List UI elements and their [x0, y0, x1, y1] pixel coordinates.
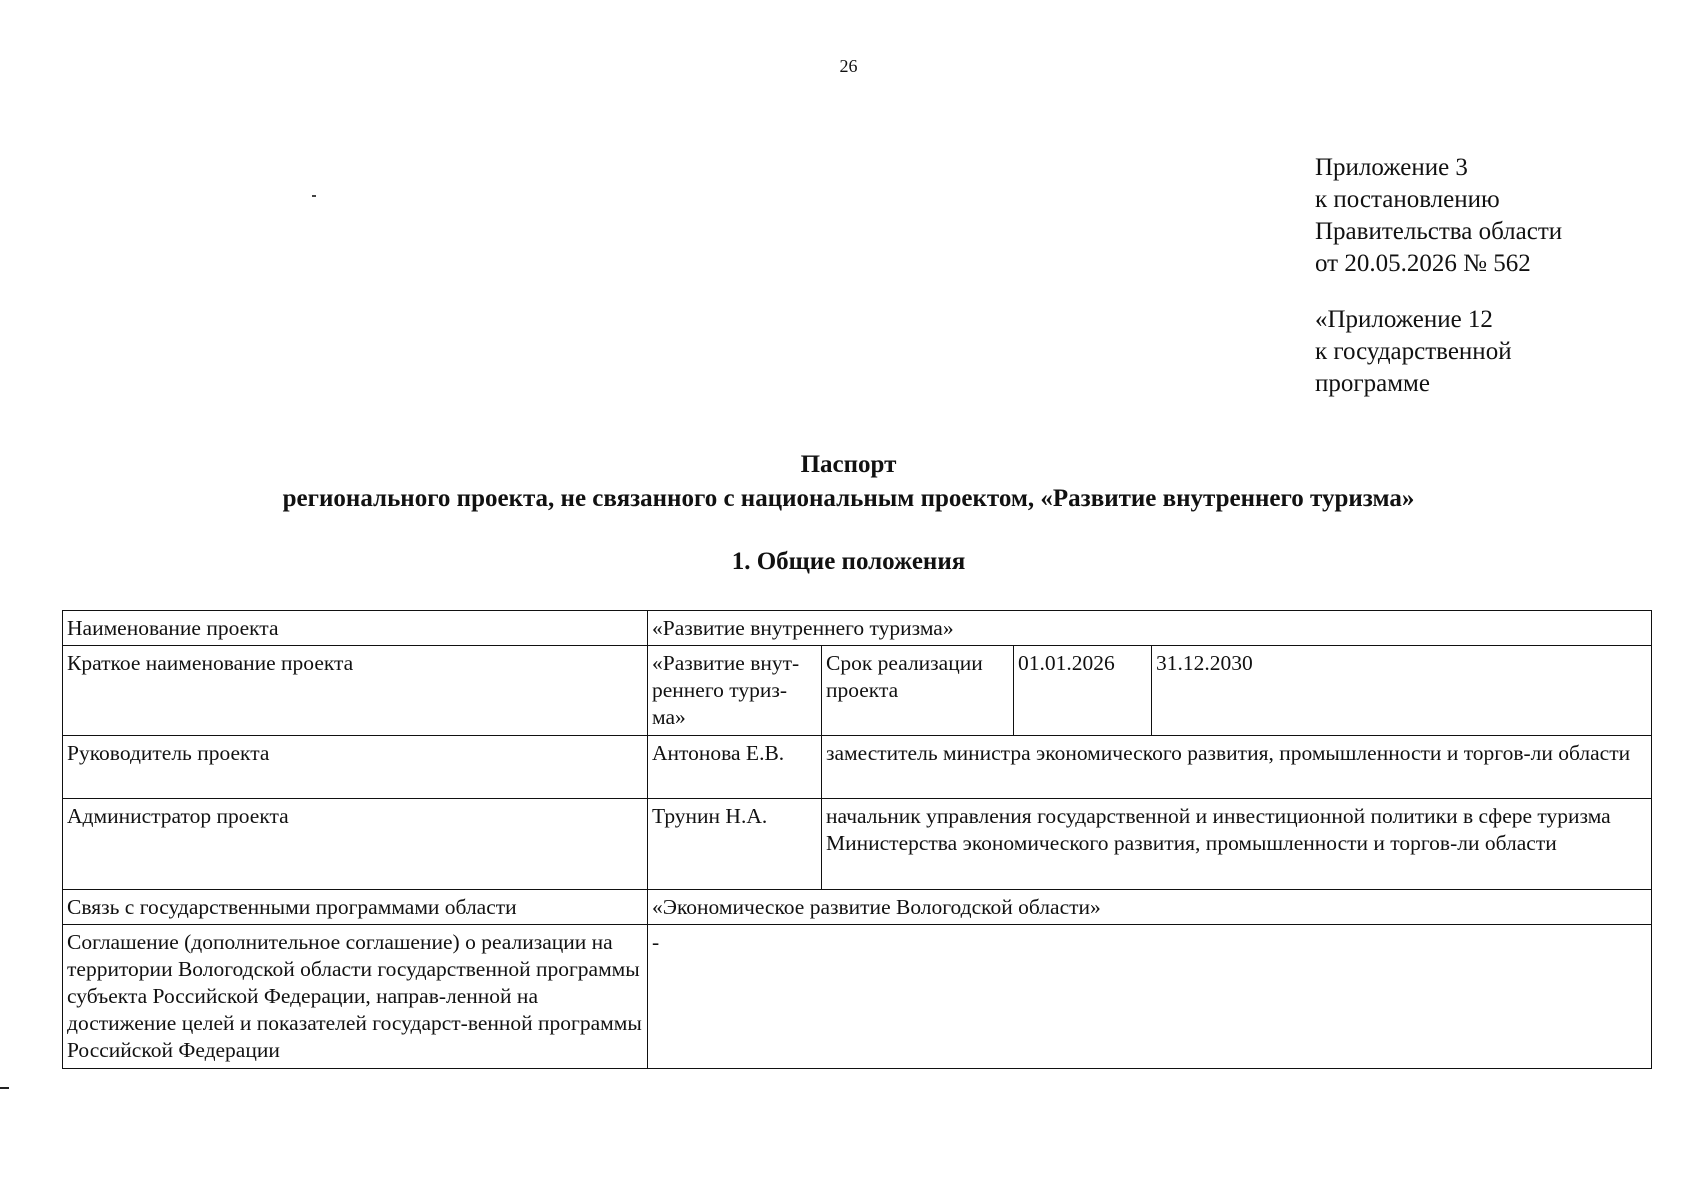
project-passport-table: [62, 610, 1652, 1069]
appendix-line: программе: [1315, 370, 1430, 397]
title-line-project: регионального проекта, не связанного с национальным проектом, «Развитие внутреннего туризма»: [282, 485, 1415, 512]
scan-artifact: [312, 195, 316, 197]
project-name-label: Наименование проекта: [63, 611, 648, 646]
appendix-line: к постановлению: [1315, 186, 1500, 213]
admin-name: Трунин Н.А.: [648, 799, 822, 890]
appendix-block: [1315, 152, 1562, 400]
agreement-value: -: [648, 925, 1652, 1069]
table-row: [63, 736, 1652, 799]
programs-label: Связь с государственными программами области: [63, 890, 648, 925]
title-line-passport: Паспорт: [800, 451, 897, 478]
programs-value: «Экономическое развитие Вологодской области»: [648, 890, 1652, 925]
table-row: [63, 890, 1652, 925]
agreement-label: Соглашение (дополнительное соглашение) о реализации на территории Вологодской области государственной программы субъекта Российской Федерации, направ-ленной на достижение целей и показателей государст-венной программы Российской Федерации: [63, 925, 648, 1069]
head-label: Руководитель проекта: [63, 736, 648, 799]
head-position: заместитель министра экономического развития, промышленности и торгов-ли области: [822, 736, 1652, 799]
table-row: [63, 799, 1652, 890]
short-name-label: Краткое наименование проекта: [63, 646, 648, 736]
appendix-line: Правительства области: [1315, 218, 1563, 245]
table-row: [63, 646, 1652, 736]
term-label: Срок реализации проекта: [822, 646, 1014, 736]
head-name: Антонова Е.В.: [648, 736, 822, 799]
table-row: [63, 611, 1652, 646]
appendix-line: от 20.05.2026 № 562: [1315, 250, 1531, 277]
appendix-line: к государственной: [1315, 338, 1512, 365]
appendix-line: «Приложение 12: [1315, 306, 1493, 333]
short-name-value: «Развитие внут-реннего туриз-ма»: [648, 646, 822, 736]
admin-position: начальник управления государственной и инвестиционной политики в сфере туризма Министерства экономического развития, промышленности и торгов-ли области: [822, 799, 1652, 890]
appendix-line: Приложение 3: [1315, 154, 1468, 181]
project-name-value: «Развитие внутреннего туризма»: [648, 611, 1652, 646]
term-end: 31.12.2030: [1152, 646, 1652, 736]
admin-label: Администратор проекта: [63, 799, 648, 890]
page-number: 26: [839, 56, 858, 76]
term-start: 01.01.2026: [1014, 646, 1152, 736]
scan-artifact: [0, 1087, 9, 1089]
table-row: [63, 925, 1652, 1069]
section-title: 1. Общие положения: [731, 548, 966, 575]
document-title: [0, 448, 1697, 516]
